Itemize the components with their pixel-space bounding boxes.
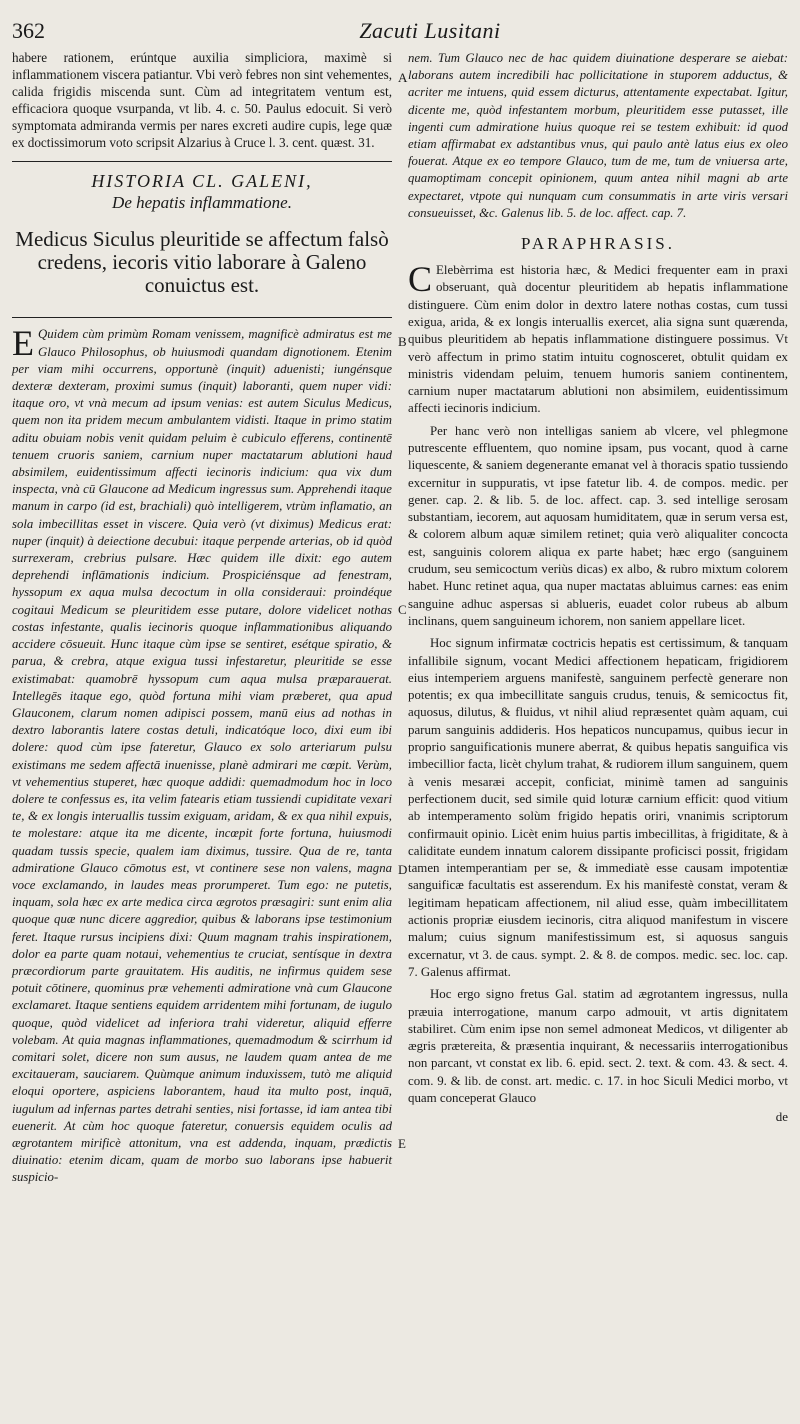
paraphrasis-paragraph-2: Per hanc verò non intelligas saniem ab vlcere, vel phlegmone putrescente effluentem, quo nomine ipsam, pus vocant, quod à carne liquescente, & saniem degenerante emanat vel à thoracis spatio tussiendo excernitur in suppuratis, vt ipse fatetur lib. 4. de compos. medic. per gener. cap. 2. & lib. 5. de loc. affect. cap. 3. sed intellige serosam substantiam, iecorem, aut aquosam humiditatem, quæ in serum versa est, & colorem album aquæ similem retinet; quia verò aliqualiter concocta est, sanguinis colorem aliqua ex parte habet; hæc ergo (sanguinem crudum, seu semicoctum veriùs dicas) ex albo, & rubro mixtum colorem habet. Hunc retinet aqua, qua nuper mactatas abluimus carnes: eas enim sanguine adhuc aspersas si ablueris, euadet color rubeus ab album inclinans, quem sanguineum ichorem, non saniem appellare licet. <box>408 423 788 628</box>
history-title: HISTORIA CL. GALENI, <box>91 171 313 192</box>
paraphrasis-paragraph-4: Hoc ergo signo fretus Gal. statim ad ægrotantem ingressus, nulla præuia interrogatione, manum carpo admouit, vt artis dignitatem stabiliret. Cùm enim ipse non semel admoneat Medicos, vt diligenter ab ægris prætereita, & præsentia inquirant, & necessariis interrogationibus non parcant, vt constat ex lib. 6. epid. sect. 2. text. & com. 43. & sect. 4. com. 9. & lib. de const. art. medic. c. 17. in hoc Siculi Medici morbo, vt quam conceperat Glauco <box>408 987 788 1105</box>
case-title: Medicus Siculus pleuritide se affectum falsò credens, iecoris vitio laborare à Galeno conuictus est. <box>15 227 389 298</box>
paraphrasis-paragraph-1 <box>408 259 788 418</box>
right-column <box>400 50 788 1187</box>
page-number: 362 <box>12 18 45 43</box>
paraphrasis-heading: PARAPHRASIS. <box>521 234 675 254</box>
left-top-text: habere rationem, erúntque auxilia simpliciora, maximè si inflammationem viscera patiantur. Vbi verò febres non sint vehementes, calida frigidis miscenda sunt. Cùm ad integritatem ventum est, efficaciora quoque vsurpanda, vt lib. 4. c. 50. Paulus edocuit. Si verò symptomata admiranda vermis per nares excreti audire cupis, lege quæ ex doctissimorum voto scripsit Alzarius à Cruce l. 3. cent. quæst. 31. <box>12 50 392 150</box>
catchword: de <box>775 1109 788 1125</box>
history-subtitle: De hepatis inflammatione. <box>112 193 292 213</box>
running-head: Zacuti Lusitani <box>359 18 501 43</box>
galen-narrative <box>12 323 392 1186</box>
two-columns <box>12 50 788 1187</box>
paragraph-1-text: Elebèrrima est historia hæc, & Medici frequenter eam in praxi obseruant, quà docentur pleuritidem ab hepatis inflammatione distinguere. Cùm enim dolor in dextro latere nothas costas, cum tussi exigua, arida, & ex longis interuallis exercet, alia signa sunt quærenda, quibus pleuritidem ab hepatis inflammatione distinguere possimus. Vt verò affectum in primo statim intuitu cognosceret, obtulit quidam ex ministris videndam peluim, tenuem humoris saniem continentem, carnium nuper mactatarum ablutioni non absimilem, euidentissimum affecti iecinoris indicium. <box>408 263 788 416</box>
narrative-text: Quidem cùm primùm Romam venissem, magnificè admiratus est me Glauco Philosophus, ob huiusmodi quandam dignotionem. Etenim per viam mihi occurrens, opportunè (inquit) aduenisti; iungénsque dexteræ dexteram, proximi sumus (inquit) laboranti, quem nuper vidi: itaque oro, vt vnà mecum ad ipsum venias: est autem Siculus Medicus, quem non ita pridem mecum ambulantem vidisti. Itaque in primo statim aditu obuiam nobis venit quidam peluim è cubiculo efferens, continentē tenuem cruoris saniem, carnium nuper mactatarum ablutioni haud absimilem, euidentissimum affecti iecinoris indicium: qua vix dum inspecta, vnà cū Glaucone ad Medicum ingressus sum. Apprehendi itaque manum in carpo (id est, brachiali) quò intelligerem, vtrùm inflamatio, an sola imbecillitas esset in viscere. Quia verò (vt diximus) Medicus erat: nuper (inquit) à deiectione decubui: itaque perpende arterias, ob id quòd surrexeram, crebrius pulsare. Hæc quidem ille dixit: ego autem deprehendi inflāmationis indicium. Prospiciénsque ad fenestram, hyssopum ex aqua mulsa decoctum in olla consideraui: proindéque cogitaui Medicum se pleuritidem esse putare, dolore videlicet nothas costas infestante, qualis iecinoris quoque inflammationibus aliquando accidere cōsueuit. Hunc itaque cùm ipse se sentiret, esétque spiratio, & parua, & crebra, atque exigua tussi infestaretur, pleuritide se esse existimabat: quamobrē hyssopum cum aqua mulsa præparauerat. Intellegēs itaque ego, quòd fortuna mihi viam præberet, qua apud Glauconem, clarum nomen adipisci possem, manū eius ad nothas in dextro laborantis latere costas detuli, indicatóque loco, dixi eum ibi dolere: quod cùm ipse fateretur, Glauco ex solo arteriarum pulsu existimans me sedem affectā inuenisse, planè admirari me cœpit. Verùm, vt vehementius stuperet, hæc quoque addidi: quemadmodum hoc in loco dolere te confessus es, ita velim fatearis etiam tussiendi cupiditate vexari te, & ex longis interuallis tussim exiguam, aridam, & ex qua nihil expuis, te molestare: atque ita me dicente, incœpit forte fortuna, huiusmodi quadam tussis specie, qualem iam diximus, tussire. Qua de re, tanta admiratione Glauco cōmotus est, vt continere sese non valens, magna voce exclamando, in laudes meas prorumperet. Tum ego: ne putetis, inquam, sola hæc ex arte medica circa ægrotos præsagiri: sunt enim alia quoque quæ nunc dicere aggredior, quibus & laborans ipse testimonium feret. Itaque rursus incipiens dixi: Quum magnam trahis inspirationem, dolor ea parte quam notaui, vehementius te cruciat, sentísque in dextra præcordiorum parte grauitatem. His auditis, ne infirmus quidem sese potuit cōtinere, quominus præ vehementi admiratione vnà cum Glaucone exclamaret. Itaque sentiens equidem arridentem mihi fortunam, de iugulo quoque, quòd videlicet ad inferiora trahi videretur, aliquid efferre volebam. At quia magnas inflammationes, quemadmodum & scirrhum id comitari solet, dicere non sum ausus, ne laudem quam antea de me excitaueram, sauciarem. Quùmque animum induxissem, tutò me aliquid eloqui oportere, aspiciens laborantem, haud ita multo post, inquā, iugulum ad infernas partes detrahi senties, nisi fortasse, id iam antea tibi euenerit. At cùm hoc quoque fateretur, conuersis equidem oculis ad ægrotantem mirificè attonitum, vna est addenda, inquam, prædictis diuinatio: etenim dicam, quam de morbo suo laborans ipse habuerit suspicio- <box>12 327 392 1185</box>
right-top-text: nem. Tum Glauco nec de hac quidem diuinatione desperare se aiebat: laborans autem incredibili hac pollicitatione in stuporem adductus, & acriter me intuens, quid essem dicturus, attentamente expectabat. Igitur, dicente me, quòd infestantem morbum, pleuritidem esse putasset, ille ingenti cum admiratione huius quoque rei se testem exhibuit: id quod etiam affirmabat ex adstantibus vnus, qui paulo antè latus eius ex oleo fouerat. Atque ex eo tempore Glauco, tum de me, tum de vniuersa arte, quamoptimam concepit opinionem, quum antea nihil magni ab arte expectaret, vtpote qui nunquam cum consummatis in arte viris versari consueuisset, &c. Galenus lib. 5. de loc. affect. cap. 7. <box>408 51 788 220</box>
margin-letter-e: E <box>398 1136 406 1151</box>
divider-rule <box>12 161 392 162</box>
margin-letter-b: B <box>398 334 407 349</box>
page-header <box>12 18 788 44</box>
margin-letter-a: A <box>398 70 408 85</box>
left-column <box>12 50 400 1187</box>
paraphrasis-paragraph-3: Hoc signum infirmatæ coctricis hepatis est certissimum, & tanquam infallibile signum, vocant Medici affectionem hepaticam, frigidiorem eius intemperiem arguens manifestè, sanguinem perfectè generare non potentis; ex qua imbecillitate sanguis crudus, tenuis, & semicoctus fit, aquosus, dilutus, & fluidus, vt nihil aliud repræsentet quàm aquam, cui parum sanguinis addideris. Hos hepaticos nuncupamus, quibus iecur in proprio sanguificationis munere aberrat, & quibus hepatis sanguifica vis imbecillior facta, licèt chylum trahat, & rudiorem illum sanguinem, quem à venis mesaræi accepit, conficiat, minimè tamen ad sanguinis perfectionem ducit, sed simile quid loturæ carnium efficit: quod vitium ab intemperamento solùm frigido hepatis oriri, vnanimis scriptorum confirmauit opinio. Licèt enim huius partis imbecillitas, à frigiditate, & à caliditate eundem innatum calorem dissipante proficisci possit, frigidam tamen intemperantiam per se, & immediatè esse causam impotentiæ sanguificæ facultatis est asserendum. Ex his manifestè constat, veram & legitimam hepaticam affectionem, nil aliud esse, quàm imbecillitatem actionis propriæ eiusdem iecinoris, citra aliquod manifestum in viscere malum; cuius signum manifestissimum est, si aquosus sanguis excernatur, vt 3. de caus. sympt. 2. & 8. de compos. medic. sec. loc. cap. 7. Galenus affirmat. <box>408 636 788 979</box>
margin-letter-d: D <box>398 862 408 877</box>
divider-rule-2 <box>12 317 392 318</box>
margin-letter-c: C <box>398 602 407 617</box>
drop-cap-e: E <box>12 323 34 364</box>
drop-cap-c: C <box>408 259 433 300</box>
